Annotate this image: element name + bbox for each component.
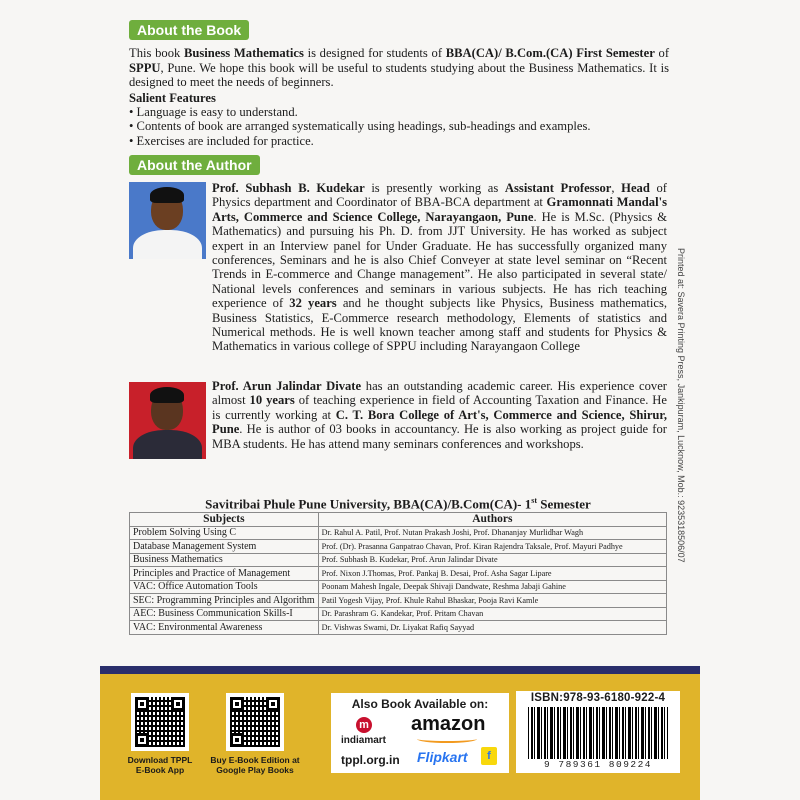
tppl-app-qr-code[interactable] (131, 693, 189, 751)
subject-cell: AEC: Business Communication Skills-I (130, 607, 319, 621)
table-row (130, 567, 667, 581)
printer-note: Printed at: Savera Printing Press, Jankipuram, Lucknow, Mob.: 9235318506/07 (676, 248, 686, 563)
feature-item: • Language is easy to understand. (129, 105, 298, 120)
subject-cell: VAC: Office Automation Tools (130, 580, 319, 594)
isbn-number: ISBN:978-93-6180-922-4 (530, 692, 666, 704)
table-row (130, 580, 667, 594)
subject-cell: Database Management System (130, 540, 319, 554)
author1-bio-top: Prof. Subhash B. Kudekar is presently working as Assistant Professor, Head of Physics department and Coordinator of BBA-BCA department at Gramonnati Mandal's Arts, Commerce and Science College, Narayangaon, Pune. He is M.Sc. (Physics & Mathematics) and pursuing his Ph. D. from JJT University. He has worked as subject expert in an Interview panel for Under Graduate. He has successfully organized many conferences, Seminars and he is also Chief Conveyer at state level seminar on “Recent Trends in E-commerce and Change management”. He also participated in several state/ National levels conferences and seminars in various subjects. He has rich teaching experience of 32 years and he thought subjects like Physics, Business mathematics, Business Statistics, E-Commerce research methodology, Elements of statistics and Numerical methods. He is well known teacher among staff and students for Physics & Mathematics in various college of SPPU including Narayangaon College (212, 181, 667, 354)
table-row (130, 594, 667, 608)
subject-cell: Principles and Practice of Management (130, 567, 319, 581)
flipkart-link[interactable]: Flipkart (417, 749, 468, 765)
table-row (130, 540, 667, 554)
subject-cell: Problem Solving Using C (130, 526, 319, 540)
about-book-heading: About the Book (129, 20, 249, 40)
authors-cell: Poonam Mahesh Ingale, Deepak Shivaji Dandwate, Reshma Jabaji Gahine (318, 580, 666, 594)
footer-stripe (100, 666, 700, 674)
qr2-label: Buy E-Book Edition at Google Play Books (210, 755, 300, 775)
author2-bio: Prof. Arun Jalindar Divate has an outstanding academic career. His experience cover almost 10 years of teaching experience in field of Accounting Taxation and Finance. He is currently working at C. T. Bora College of Art's, Commerce and Science, Shirur, Pune. He is author of 03 books in accountancy. He is also working as project guide for MBA students. He has attend many seminars conferences and workshops. (212, 379, 667, 451)
authors-cell: Prof. Nixon J.Thomas, Prof. Pankaj B. Desai, Prof. Asha Sagar Lipare (318, 567, 666, 581)
authors-cell: Dr. Rahul A. Patil, Prof. Nutan Prakash Joshi, Prof. Dhananjay Murlidhar Wagh (318, 526, 666, 540)
availability-card (331, 693, 509, 773)
amazon-smile-icon (417, 735, 477, 743)
table-row (130, 526, 667, 540)
flipkart-bag-icon: f (481, 747, 497, 765)
salient-features (129, 91, 689, 148)
feature-item: • Contents of book are arranged systematically using headings, sub-headings and examples. (129, 119, 591, 134)
tppl-website-link[interactable]: tppl.org.in (341, 753, 400, 767)
authors-cell: Dr. Parashram G. Kandekar, Prof. Pritam Chavan (318, 607, 666, 621)
qr1-label: Download TPPL E-Book App (127, 755, 193, 775)
about-author-heading: About the Author (129, 155, 260, 175)
indiamart-logo-icon[interactable]: m (356, 717, 372, 733)
isbn-barcode (516, 691, 680, 773)
indiamart-link[interactable]: indiamart (341, 735, 387, 746)
about-book-paragraph: This book Business Mathematics is designed for students of BBA(CA)/ B.Com.(CA) First Semester of SPPU, Pune. We hope this book will be useful to students studying about the Business Mathematics. It is designed to meet the needs of beginners. (129, 46, 670, 90)
google-play-qr-code[interactable] (226, 693, 284, 751)
feature-item: • Exercises are included for practice. (129, 133, 314, 148)
table-title: Savitribai Phule Pune University, BBA(CA)/B.Com(CA)- 1st Semester (205, 496, 591, 512)
subject-cell: Business Mathematics (130, 553, 319, 567)
barcode-digits: 9 789361 809224 (516, 759, 680, 770)
author2-photo (129, 382, 206, 459)
table-row (130, 607, 667, 621)
table-row (130, 553, 667, 567)
amazon-link[interactable]: amazon (411, 713, 486, 735)
authors-cell: Dr. Vishwas Swami, Dr. Liyakat Rafiq Sayyad (318, 621, 666, 635)
subjects-table (129, 512, 667, 635)
features-heading: Salient Features (129, 91, 216, 105)
col-subjects: Subjects (130, 513, 319, 527)
author1-photo (129, 182, 206, 259)
table-row (130, 621, 667, 635)
authors-cell: Prof. (Dr). Prasanna Ganpatrao Chavan, Prof. Kiran Rajendra Taksale, Prof. Mayuri Padhye (318, 540, 666, 554)
authors-cell: Prof. Subhash B. Kudekar, Prof. Arun Jalindar Divate (318, 553, 666, 567)
col-authors: Authors (318, 513, 666, 527)
availability-title: Also Book Available on: (351, 697, 489, 711)
subject-cell: VAC: Environmental Awareness (130, 621, 319, 635)
authors-cell: Patil Yogesh Vijay, Prof. Khule Rahul Bhaskar, Pooja Ravi Kamle (318, 594, 666, 608)
barcode-bars (528, 707, 668, 759)
table-header-row (130, 513, 667, 527)
subject-cell: SEC: Programming Principles and Algorithm (130, 594, 319, 608)
